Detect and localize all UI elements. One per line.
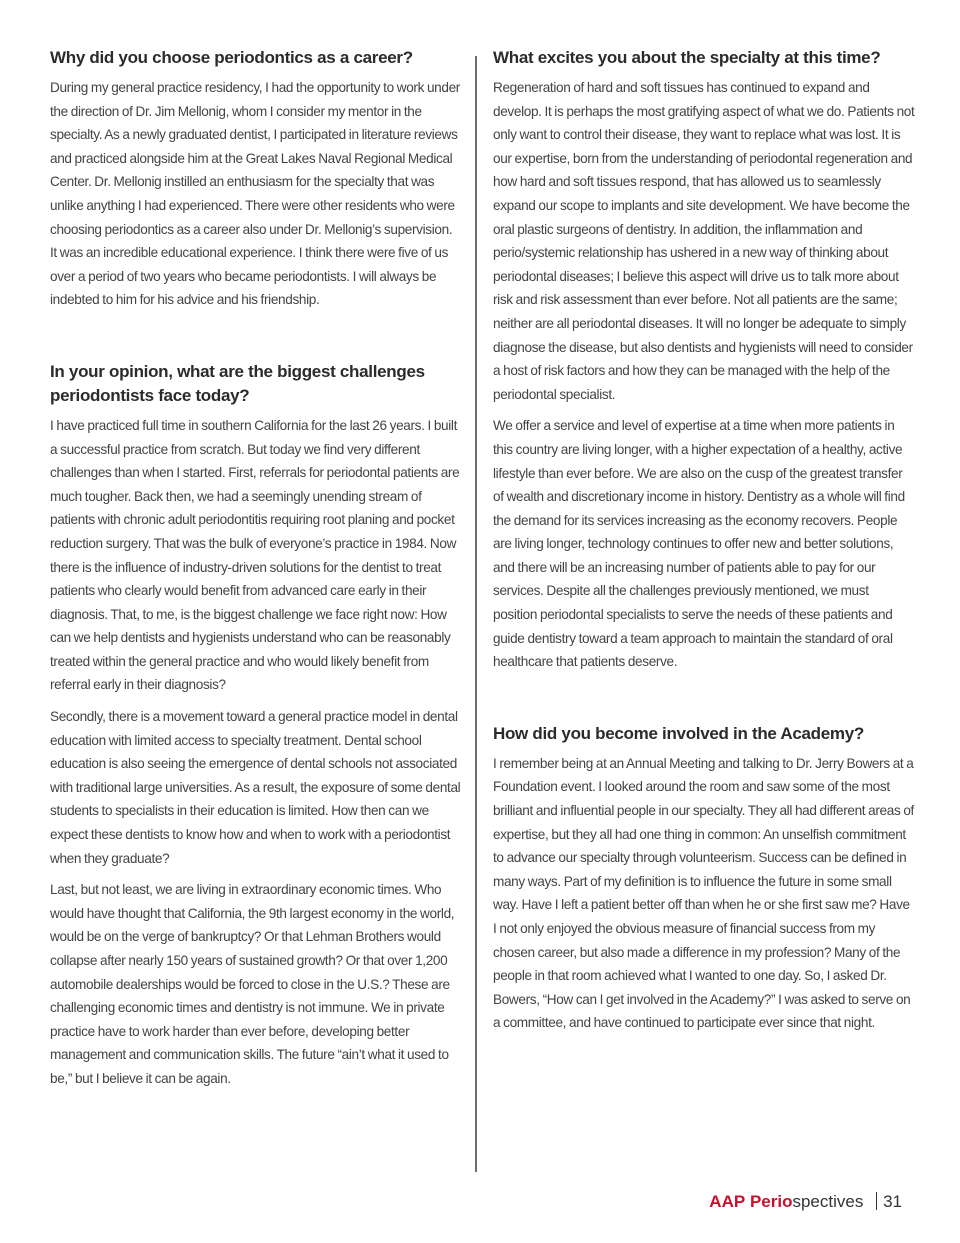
heading-what-excites: What excites you about the specialty at this time? [493, 48, 881, 67]
answer-excites-p2: We offer a service and level of expertise at a time when more patients in this country are living longer, with a higher expectation of a healthy, active lifestyle than ever before. We are also on the cusp of the greatest transfer of wealth and discretionary income in history. Dentistry as a whole will find the demand for its services increasing as the economy recovers. People are living longer, technology continues to offer new and better solutions, and there will be an increasing number of patients able to pay for our services. Despite all the challenges previously mentioned, we must position periodontal specialists to serve the needs of these patients and guide dentistry toward a team approach to maintain the standard of oral healthcare that patients deserve. [493, 418, 905, 670]
left-column [50, 46, 462, 1099]
right-column [493, 46, 915, 1043]
page-footer [709, 1192, 902, 1212]
brand-perio: Perio [749, 1192, 793, 1211]
column-divider [475, 56, 477, 1172]
answer-challenges-p1: I have practiced full time in southern California for the last 26 years. I built a successful practice from scratch. But today we find very different challenges than when I started. First, referrals for periodontal patients are much tougher. Back then, we had a seemingly unending stream of patients with chronic adult periodontitis requiring root planing and pocket reduction surgery. That was the bulk of everyone’s practice in 1984. Now there is the influence of industry-driven solutions for the dentist to treat patients who clearly would benefit from advanced care early in their diagnosis. That, to me, is the biggest challenge we face right now: How can we help dentists and hygienists understand who can be reasonably treated within the general practice and who would likely benefit from referral early in their diagnosis? [50, 417, 460, 693]
answer-academy-p1: I remember being at an Annual Meeting and talking to Dr. Jerry Bowers at a Foundation event. I looked around the room and saw some of the most brilliant and influential people in our specialty. They all had different areas of expertise, but they all had one thing in common: An unselfish commitment to advance our specialty through volunteerism. Success can be defined in many ways. Part of my definition is to influence the future in some small way. Have I left a patient better off than when he or she first saw me? Have I not only enjoyed the obvious measure of financial success from my chosen career, but also made a difference in my profession? Many of the people in that room achieved what I wanted to one day. So, I asked Dr. Bowers, “How can I get involved in the Academy?” I was asked to serve on a committee, and have continued to participate ever since that night. [493, 755, 914, 1031]
brand-spectives: spectives [792, 1192, 864, 1211]
page-number: 31 [883, 1192, 902, 1211]
brand-aap: AAP [709, 1192, 746, 1211]
heading-biggest-challenges: In your opinion, what are the biggest challenges periodontists face today? [50, 361, 425, 405]
answer-why-periodontics-p1: During my general practice residency, I had the opportunity to work under the direction of Dr. Jim Mellonig, whom I consider my mentor in the specialty. As a newly graduated dentist, I participated in literature reviews and practiced alongside him at the Great Lakes Naval Regional Medical Center. Dr. Mellonig instilled an enthusiasm for the specialty that was unlike anything I had experienced. There were other residents who were choosing periodontics as a career also under Dr. Mellonig’s supervision. It was an incredible educational experience. I think there were five of us over a period of two years who became periodontists. I will always be indebted to him for his advice and his friendship. [50, 80, 460, 308]
answer-excites-p1: Regeneration of hard and soft tissues has continued to expand and develop. It is perhaps the most gratifying aspect of what we do. Patients not only want to control their disease, they want to replace what was lost. It is our expertise, born from the understanding of periodontal regeneration and how hard and soft tissues respond, that has allowed us to seamlessly expand our scope to implants and site development. We have become the oral plastic surgeons of dentistry. In addition, the inflammation and perio/systemic relationship has ushered in a new way of thinking about periodontal diseases; I believe this aspect will drive us to talk more about risk and risk assessment than ever before. Not all patients are the same; neither are all periodontal diseases. It will no longer be adequate to simply diagnose the disease, but also dentists and hygienists will need to consider a host of risk factors and how they can be managed with the help of the periodontal specialist. [493, 80, 915, 402]
heading-academy-involvement: How did you become involved in the Academy? [493, 723, 864, 743]
answer-challenges-p3: Last, but not least, we are living in extraordinary economic times. Who would have thought that California, the 9th largest economy in the world, would be on the verge of bankruptcy? Or that Lehman Brothers would collapse after nearly 150 years of sustained growth? Or that over 1,200 automobile dealerships would be forced to close in the U.S.? These are challenging economic times and dentistry is not immune. We in private practice have to work harder than ever before, developing better management and communication skills. The future “ain’t what it used to be,” but I believe it can be again. [50, 882, 455, 1086]
footer-separator [876, 1192, 877, 1210]
heading-why-periodontics: Why did you choose periodontics as a career? [50, 48, 413, 67]
answer-challenges-p2: Secondly, there is a movement toward a general practice model in dental education with limited access to specialty treatment. Dental school education is also seeing the emergence of dental schools not associated with traditional large universities. As a result, the exposure of some dental students to specialists in their education is limited. How then can we expect these dentists to know how and when to work with a periodontist when they graduate? [50, 709, 461, 866]
